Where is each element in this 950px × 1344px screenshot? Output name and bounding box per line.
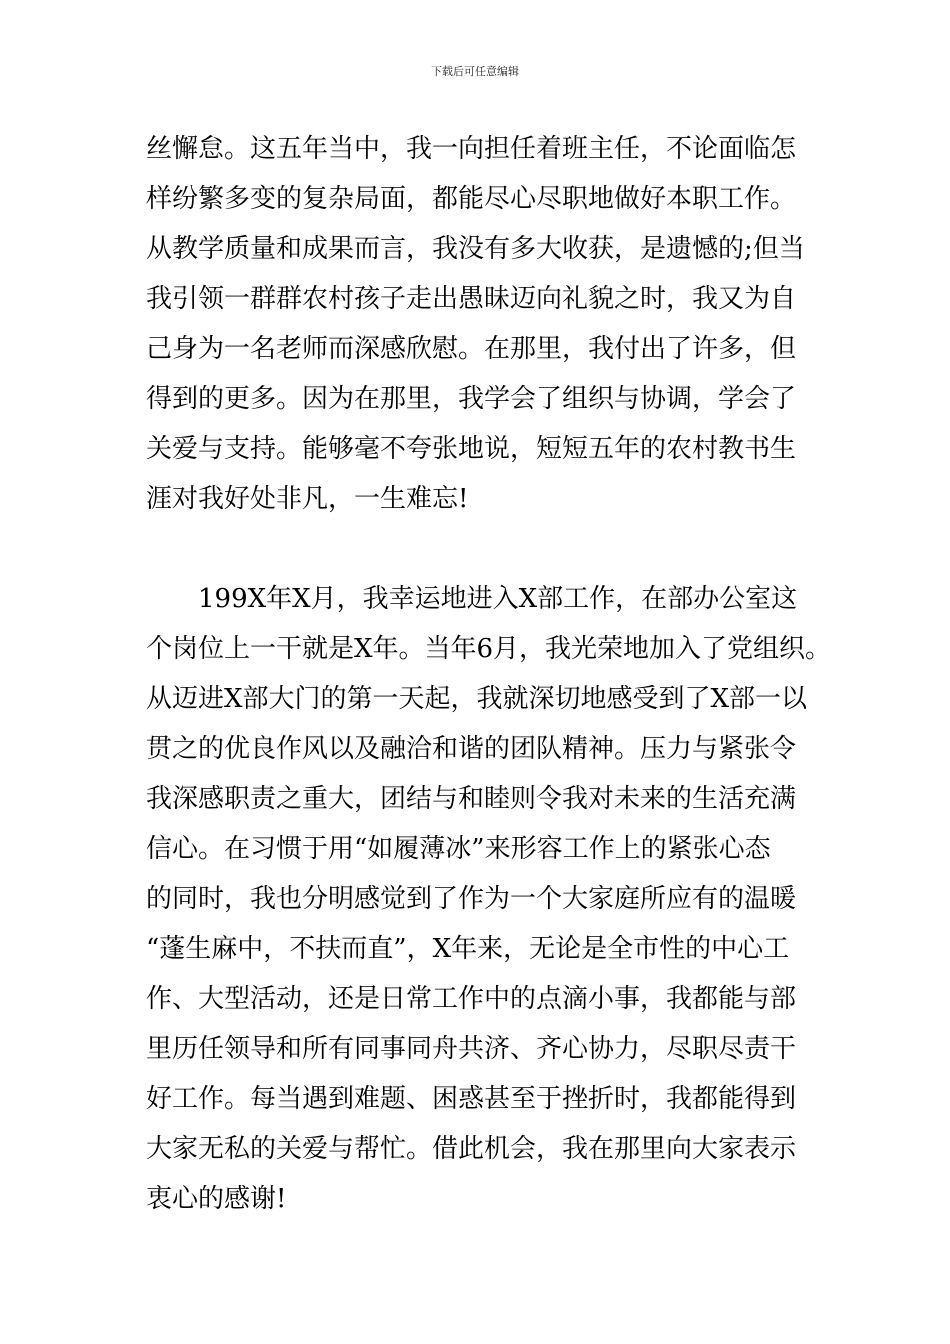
text-line: 涯对我好处非凡，一生难忘!	[146, 484, 469, 514]
text-line: 从教学质量和成果而言，我没有多大收获，是遗憾的;但当	[146, 234, 805, 264]
text-line: 丝懈怠。这五年当中，我一向担任着班主任，不论面临怎	[146, 134, 797, 164]
page-header: 下载后可任意编辑	[431, 65, 519, 78]
text-line: 从迈进X部大门的第一天起，我就深切地感受到了X部一以	[146, 684, 808, 714]
text-line: 关爱与支持。能够毫不夸张地说，短短五年的农村教书生	[146, 434, 797, 464]
text-line: 好工作。每当遇到难题、困惑甚至于挫折时，我都能得到	[146, 1084, 797, 1114]
text-line: 得到的更多。因为在那里，我学会了组织与协调，学会了	[146, 384, 797, 414]
text-line: 己身为一名老师而深感欣慰。在那里，我付出了许多，但	[146, 334, 797, 364]
text-line: 我深感职责之重大，团结与和睦则令我对未来的生活充满	[146, 784, 797, 814]
text-line: “蓬生麻中，不扶而直”，X年来，无论是全市性的中心工	[146, 934, 790, 964]
text-line: 样纷繁多变的复杂局面，都能尽心尽职地做好本职工作。	[146, 184, 797, 214]
text-line: 199X年X月，我幸运地进入X部工作，在部办公室这	[198, 584, 798, 614]
text-line: 衷心的感谢!	[146, 1184, 287, 1214]
text-line: 个岗位上一干就是X年。当年6月，我光荣地加入了党组织。	[146, 634, 832, 664]
text-line: 信心。在习惯于用“如履薄冰”来形容工作上的紧张心态	[146, 834, 771, 864]
paragraph-2	[146, 574, 846, 1224]
text-line: 的同时，我也分明感觉到了作为一个大家庭所应有的温暖	[146, 884, 797, 914]
text-line: 我引领一群群农村孩子走出愚昧迈向礼貌之时，我又为自	[146, 284, 797, 314]
text-line: 大家无私的关爱与帮忙。借此机会，我在那里向大家表示	[146, 1134, 797, 1164]
paragraph-1	[146, 124, 846, 524]
text-line: 里历任领导和所有同事同舟共济、齐心协力，尽职尽责干	[146, 1034, 797, 1064]
text-line: 贯之的优良作风以及融洽和谐的团队精神。压力与紧张令	[146, 734, 797, 764]
text-line: 作、大型活动，还是日常工作中的点滴小事，我都能与部	[146, 984, 797, 1014]
